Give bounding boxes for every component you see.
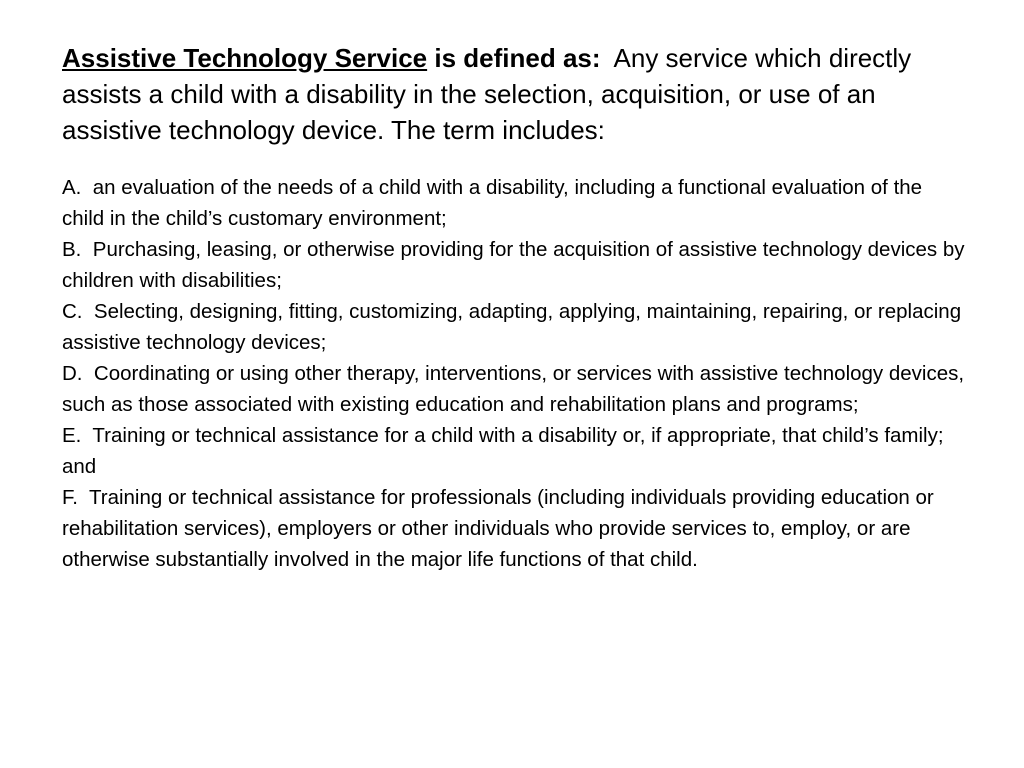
list-item-c bbox=[62, 296, 967, 358]
item-letter: B. bbox=[62, 238, 82, 261]
defined-as-label: is defined as: bbox=[434, 43, 601, 73]
item-text: an evaluation of the needs of a child with a disability, including a functional evaluation of the child in the child’s customary environment; bbox=[62, 176, 923, 230]
item-letter: D. bbox=[62, 362, 83, 385]
definition-paragraph bbox=[62, 40, 967, 148]
list-item-e bbox=[62, 420, 967, 482]
list-item-f bbox=[62, 482, 967, 575]
item-text: Coordinating or using other therapy, interventions, or services with assistive technology devices, such as those associated with existing education and rehabilitation plans and programs; bbox=[62, 362, 965, 416]
definition-text: Any service which directly assists a child with a disability in the selection, acquisition, or use of an assistive technology device. The term includes: bbox=[62, 43, 912, 145]
item-text: Training or technical assistance for professionals (including individuals providing education or rehabilitation services), employers or other individuals who provide services to, employ, or are otherwise substantially involved in the major life functions of that child. bbox=[62, 486, 934, 571]
item-letter: F. bbox=[62, 486, 78, 509]
list-item-b bbox=[62, 234, 967, 296]
included-services-list bbox=[62, 172, 967, 575]
list-item-d bbox=[62, 358, 967, 420]
item-text: Purchasing, leasing, or otherwise providing for the acquisition of assistive technology devices by children with disabilities; bbox=[62, 238, 965, 292]
item-text: Selecting, designing, fitting, customizing, adapting, applying, maintaining, repairing, or replacing assistive technology devices; bbox=[62, 300, 962, 354]
slide-body bbox=[62, 40, 967, 575]
list-item-a bbox=[62, 172, 967, 234]
item-letter: E. bbox=[62, 424, 82, 447]
item-letter: A. bbox=[62, 176, 82, 199]
defined-term: Assistive Technology Service bbox=[62, 43, 428, 73]
item-text: Training or technical assistance for a child with a disability or, if appropriate, that child’s family; and bbox=[62, 424, 944, 478]
item-letter: C. bbox=[62, 300, 83, 323]
